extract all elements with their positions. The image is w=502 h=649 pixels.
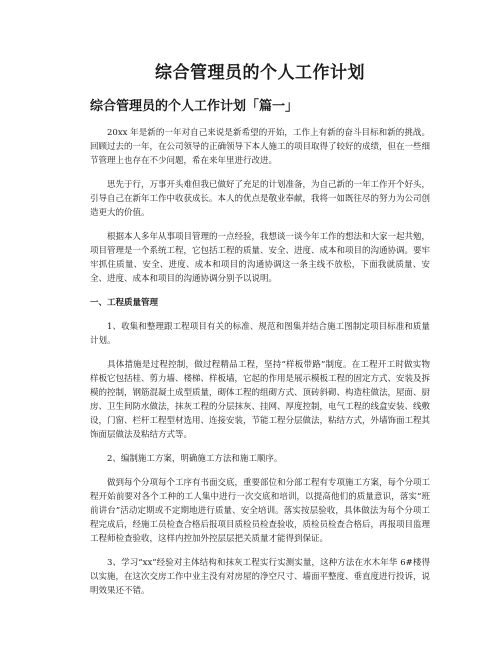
paragraph: 根据本人多年从事项目管理的一点经验，我想谈一谈今年工作的想法和大家一起共勉，项目管理是一个系统工程，它包括工程的质量、安全、进度、成本和项目的沟通协调。要牢牢抓住质量、安全、进度、成本和项目的沟通协调这一条主线不放松，下面我就质量、安全、进度、成本和项目的沟通协调分别予以说明。 [90, 232, 431, 284]
document-title: 综合管理员的个人工作计划 [155, 63, 365, 83]
subsection-heading: 一、工程质量管理 [90, 298, 159, 308]
paragraph: 具体措施是过程控制，做过程精品工程，坚持“样板带路”制度。在工程开工时做实物样板它包括桂、剪力墙、楼梯、样板墙，它起的作用是展示模板工程的固定方式、安装及拆模的控制，钢筋混凝土成型质量，砌体工程的组砌方式、顶砖斜砌、构造柱做法，屋面、厨房、卫生间防水做法，抹灰工程的分层抹灰、挂网、厚度控制，电气工程的线盒安装、线敷设，门窗、栏杆工程型材选用、连接安装，节能工程分层做法，粘结方式，外墙饰面工程其饰面层做法及粘结方式等。 [90, 360, 431, 440]
paragraph: 思先于行，万事开头难但我已做好了充足的计划准备，为自己新的一年工作开个好头，引导自己在新年工作中收获成长。本人的优点是敬业奉献，我将一如既往尽的努力为公司创造更大的价值。 [90, 180, 431, 218]
paragraph: 做到每个分项每个工序有书面交底，重要部位和分部工程有专项施工方案，每个分项工程开始前要对各个工种的工人集中进行一次交底和培训，以提高他们的质量意识，落实“班前讲台”活动定期或不定期地进行质量、安全培训。落实按层验收，具体做法为每个分项工程完成后，经施工员检查合格后报项目质检员检查验收，质检员检查合格后，再报项目监理工程师检查验收，这样内控加外控层层把关质量才能得到保证。 [90, 478, 431, 544]
paragraph: 1、收集和整理跟工程项目有关的标准、规范和图集并结合施工图制定项目标准和质量计划。 [90, 322, 430, 346]
section-title: 综合管理员的个人工作计划「篇一」 [90, 99, 299, 114]
paragraph: 2、编制施工方案，明确施工方法和施工顺序。 [107, 454, 283, 464]
paragraph: 20xx 年是新的一年对自己来说是新希望的开始，工作上有新的奋斗目标和新的挑战。回顾过去的一年，在公司领导的正确领导下本人施工的项目取得了较好的成绩，但在一些细节管理上也存在不少问题，希在来年里进行改进。 [90, 128, 431, 166]
paragraph: 3、学习“xx”经验对主体结构和抹灰工程实行实测实量，这种方法在水木年华 6#楼得以实施，在这次交房工作中业主没有对房屋的净空尺寸、墙面平整度、垂直度进行投诉，说明效果还不错。 [90, 558, 431, 596]
